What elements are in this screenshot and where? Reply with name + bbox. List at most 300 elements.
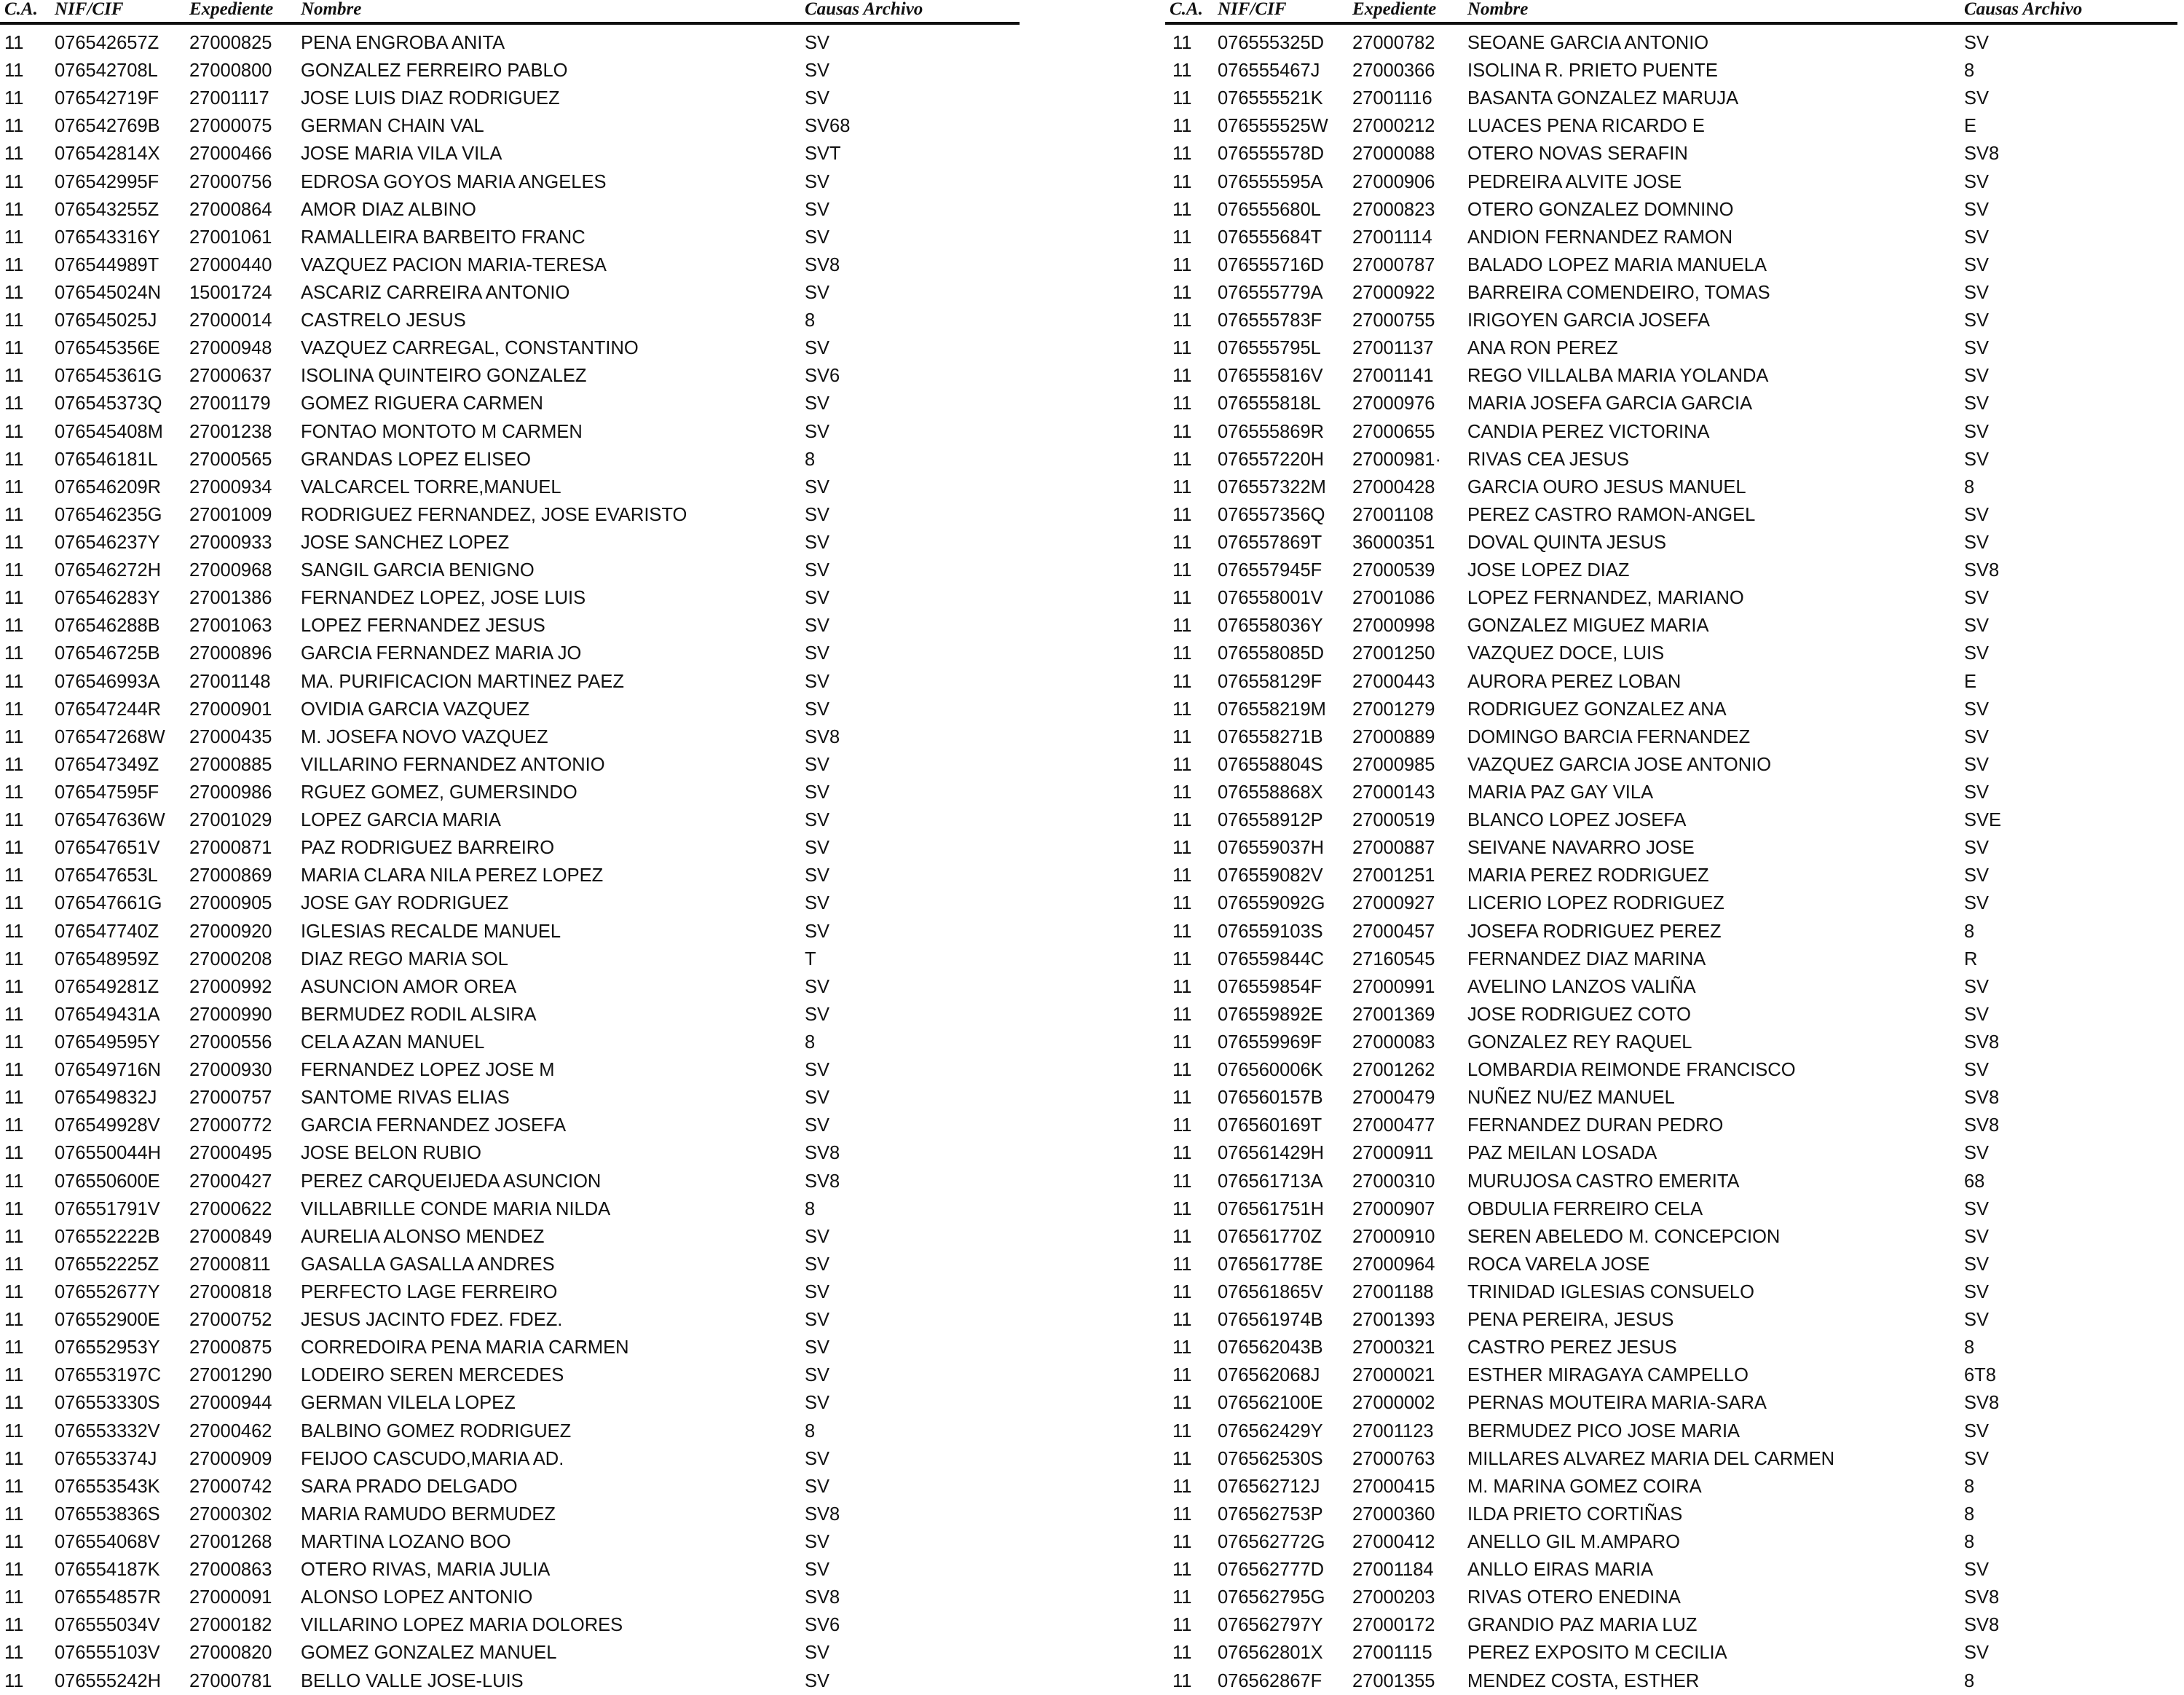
expediente-cell: 27000933 [189,532,272,554]
expediente-cell: 27000889 [1352,726,1435,747]
nif-cell: 076562100E [1218,1393,1323,1414]
causas-cell: SV8 [805,1587,840,1608]
table-row [1165,1112,2177,1139]
nombre-cell: CORREDOIRA PENA MARIA CARMEN [301,1337,629,1358]
nif-cell: 076562795G [1218,1587,1325,1608]
nombre-cell: ANLLO EIRAS MARIA [1467,1560,1654,1581]
nombre-cell: GERMAN CHAIN VAL [301,116,484,137]
nombre-cell: BALBINO GOMEZ RODRIGUEZ [301,1420,572,1442]
ca-cell: 11 [1172,338,1192,359]
header-nombre: Nombre [301,0,805,23]
causas-cell: SV [805,1226,830,1247]
table-row [0,307,1020,334]
causas-cell: SV [805,643,830,664]
nombre-cell: VAZQUEZ GARCIA JOSE ANTONIO [1467,754,1772,775]
causas-cell: SV [1964,1310,1990,1331]
expediente-cell: 27000203 [1352,1587,1435,1608]
ca-cell: 11 [1172,560,1192,581]
table-row [0,668,1020,696]
nif-cell: 076554068V [55,1531,160,1552]
table-row [1165,1556,2177,1584]
expediente-cell: 27000091 [189,1587,272,1608]
ca-cell: 11 [4,227,24,248]
table-row [0,1667,1020,1694]
ca-cell: 11 [4,116,24,137]
ca-cell: 11 [1172,504,1192,525]
causas-cell: SV8 [1964,1088,2000,1109]
table-row [1165,1501,2177,1528]
table-row [0,1334,1020,1361]
causas-cell: SV [805,865,830,886]
ca-cell: 11 [4,754,24,775]
ca-cell: 11 [4,1337,24,1358]
causas-cell: SV8 [1964,560,2000,581]
nif-cell: 076552225Z [55,1254,159,1275]
causas-cell: SV8 [805,1503,840,1525]
table-row [1165,390,2177,417]
ca-cell: 11 [4,1310,24,1331]
nombre-cell: JOSE BELON RUBIO [301,1143,481,1164]
causas-cell: SV [1964,421,1990,442]
expediente-cell: 27000849 [189,1226,272,1247]
table-row [1165,1445,2177,1473]
ca-cell: 11 [1172,116,1192,137]
header-row [0,0,1020,23]
nombre-cell: SEOANE GARCIA ANTONIO [1467,33,1709,54]
nif-cell: 076547595F [55,782,159,803]
causas-cell: SV [1964,838,1990,859]
ca-cell: 11 [4,283,24,304]
causas-cell: E [1964,116,1977,137]
causas-cell: SV [805,88,830,109]
causas-cell: SV [805,1643,830,1664]
nif-cell: 076549431A [55,1004,160,1025]
expediente-cell: 27000143 [1352,782,1435,803]
causas-cell: SV [805,33,830,54]
nif-cell: 076558085D [1218,643,1325,664]
table-row [0,806,1020,834]
expediente-cell: 27000428 [1352,476,1435,498]
expediente-cell: 27000934 [189,476,272,498]
expediente-cell: 27001141 [1352,366,1434,387]
ca-cell: 11 [1172,782,1192,803]
table-row [0,918,1020,945]
header-expediente: Expediente [1352,0,1467,23]
ca-cell: 11 [1172,310,1192,331]
expediente-cell: 27000539 [1352,560,1435,581]
table-row [1165,612,2177,640]
ca-cell: 11 [4,1615,24,1636]
table-row [1165,889,2177,917]
expediente-cell: 27001262 [1352,1060,1435,1081]
nif-cell: 076561429H [1218,1143,1325,1164]
nombre-cell: OBDULIA FERREIRO CELA [1467,1198,1703,1219]
expediente-cell: 27000907 [1352,1198,1435,1219]
expediente-cell: 27000871 [189,838,272,859]
expediente-cell: 27000360 [1352,1503,1435,1525]
ca-cell: 11 [4,643,24,664]
nif-cell: 076555103V [55,1643,160,1664]
expediente-cell: 27000869 [189,865,272,886]
nombre-cell: JOSE LOPEZ DIAZ [1467,560,1630,581]
causas-cell: SV [1964,893,1990,914]
causas-cell: SV [1964,588,1990,609]
expediente-cell: 27001061 [189,227,272,248]
causas-cell: SV [1964,366,1990,387]
nombre-cell: NUÑEZ NU/EZ MANUEL [1467,1088,1675,1109]
nif-cell: 076546725B [55,643,160,664]
nif-cell: 076561770Z [1218,1226,1322,1247]
nif-cell: 076555595A [1218,171,1323,192]
causas-cell: SV [805,893,830,914]
header-causas: Causas Archivo [1964,0,2177,23]
nombre-cell: TRINIDAD IGLESIAS CONSUELO [1467,1281,1754,1302]
nif-cell: 076545408M [55,421,163,442]
ca-cell: 11 [4,1448,24,1469]
causas-cell: SV [1964,1643,1990,1664]
nombre-cell: JOSEFA RODRIGUEZ PEREZ [1467,921,1722,942]
nombre-cell: JOSE MARIA VILA VILA [301,143,502,165]
nombre-cell: BLANCO LOPEZ JOSEFA [1467,810,1687,831]
header-nif: NIF/CIF [1218,0,1352,23]
table-row [1165,668,2177,696]
ca-cell: 11 [4,60,24,82]
nombre-cell: PEDREIRA ALVITE JOSE [1467,171,1682,192]
table-row [0,696,1020,723]
causas-cell: SV [805,1254,830,1275]
expediente-cell: 27000477 [1352,1115,1435,1136]
expediente-cell: 27001029 [189,810,272,831]
nif-cell: 076562753P [1218,1503,1323,1525]
header-causas: Causas Archivo [805,0,1020,23]
ca-cell: 11 [4,1254,24,1275]
causas-cell: SV8 [805,254,840,275]
nombre-cell: RGUEZ GOMEZ, GUMERSINDO [301,782,577,803]
nif-cell: 076559092G [1218,893,1325,914]
nombre-cell: REGO VILLALBA MARIA YOLANDA [1467,366,1769,387]
ca-cell: 11 [4,504,24,525]
ca-cell: 11 [1172,449,1192,470]
nombre-cell: LOMBARDIA REIMONDE FRANCISCO [1467,1060,1796,1081]
causas-cell: SV [1964,976,1990,997]
nombre-cell: GASALLA GASALLA ANDRES [301,1254,555,1275]
table-row [1165,862,2177,889]
ca-cell: 11 [4,1060,24,1081]
nombre-cell: BERMUDEZ PICO JOSE MARIA [1467,1420,1741,1442]
nombre-cell: PAZ RODRIGUEZ BARREIRO [301,838,555,859]
table-row [1165,1306,2177,1334]
expediente-cell: 27000772 [189,1115,272,1136]
nombre-cell: FERNANDEZ DURAN PEDRO [1467,1115,1724,1136]
expediente-cell: 27000910 [1352,1226,1435,1247]
causas-cell: SV68 [805,116,851,137]
ca-cell: 11 [4,1031,24,1053]
table-row [0,1139,1020,1167]
causas-cell: SV [805,1115,830,1136]
causas-cell: SV [805,1448,830,1469]
table-row [1165,1001,2177,1029]
ca-cell: 11 [1172,921,1192,942]
nombre-cell: MILLARES ALVAREZ MARIA DEL CARMEN [1467,1448,1834,1469]
ca-cell: 11 [1172,671,1192,692]
expediente-cell: 27000756 [189,171,272,192]
nombre-cell: MENDEZ COSTA, ESTHER [1467,1670,1700,1691]
expediente-cell: 27000462 [189,1420,272,1442]
nombre-cell: LOPEZ GARCIA MARIA [301,810,501,831]
ca-cell: 11 [1172,699,1192,720]
table-row [0,501,1020,529]
nombre-cell: BELLO VALLE JOSE-LUIS [301,1670,524,1691]
expediente-cell: 27000321 [1352,1337,1435,1358]
expediente-cell: 27001009 [189,504,272,525]
table-row [0,1167,1020,1195]
causas-cell: SV [1964,310,1990,331]
table-row [0,446,1020,473]
causas-cell: SV [1964,199,1990,220]
nombre-cell: BERMUDEZ RODIL ALSIRA [301,1004,537,1025]
table-row [1165,918,2177,945]
ca-cell: 11 [4,366,24,387]
table-row [0,1389,1020,1417]
nif-cell: 076561974B [1218,1310,1323,1331]
expediente-cell: 27000964 [1352,1254,1435,1275]
ca-cell: 11 [1172,865,1192,886]
table-row [0,973,1020,1001]
expediente-cell: 27001268 [189,1531,272,1552]
ca-cell: 11 [1172,283,1192,304]
nif-cell: 076544989T [55,254,159,275]
nif-cell: 076546283Y [55,588,160,609]
causas-cell: SV [805,1560,830,1581]
expediente-cell: 27000820 [189,1643,272,1664]
nombre-cell: ESTHER MIRAGAYA CAMPELLO [1467,1365,1749,1386]
causas-cell: SV8 [805,1143,840,1164]
causas-cell: SV [805,1393,830,1414]
nombre-cell: OTERO GONZALEZ DOMNINO [1467,199,1734,220]
causas-cell: SV [805,782,830,803]
expediente-cell: 27000944 [189,1393,272,1414]
expediente-cell: 27001123 [1352,1420,1434,1442]
nombre-cell: SARA PRADO DELGADO [301,1476,518,1497]
causas-cell: SV [805,283,830,304]
table-row [0,723,1020,751]
nif-cell: 076555242H [55,1670,162,1691]
table-row [0,612,1020,640]
nif-cell: 076557220H [1218,449,1325,470]
nombre-cell: OTERO NOVAS SERAFIN [1467,143,1688,165]
nombre-cell: VAZQUEZ CARREGAL, CONSTANTINO [301,338,639,359]
nif-cell: 076555716D [1218,254,1325,275]
expediente-cell: 27000752 [189,1310,272,1331]
ca-cell: 11 [1172,1337,1192,1358]
nombre-cell: SANGIL GARCIA BENIGNO [301,560,535,581]
table-row [1165,1417,2177,1444]
ca-cell: 11 [4,810,24,831]
ca-cell: 11 [4,254,24,275]
expediente-cell: 27000172 [1352,1615,1435,1636]
ca-cell: 11 [4,1643,24,1664]
nombre-cell: ISOLINA QUINTEIRO GONZALEZ [301,366,587,387]
expediente-cell: 27000887 [1352,838,1435,859]
nombre-cell: RAMALLEIRA BARBEITO FRANC [301,227,586,248]
causas-cell: SV [1964,782,1990,803]
table-row [1165,806,2177,834]
nif-cell: 076555795L [1218,338,1321,359]
nif-cell: 076562867F [1218,1670,1322,1691]
nombre-cell: LUACES PENA RICARDO E [1467,116,1705,137]
causas-cell: 8 [1964,1476,1975,1497]
causas-cell: 8 [805,1198,816,1219]
expediente-cell: 27000909 [189,1448,272,1469]
expediente-cell: 27000075 [189,116,272,137]
table-row [1165,307,2177,334]
nif-cell: 076552900E [55,1310,160,1331]
table-row [0,1417,1020,1444]
expediente-cell: 27000083 [1352,1031,1435,1053]
expediente-cell: 27001063 [189,616,272,637]
causas-cell: 8 [1964,476,1975,498]
table-row [0,584,1020,612]
expediente-cell: 27001184 [1352,1560,1434,1581]
expediente-cell: 27000443 [1352,671,1435,692]
nif-cell: 076559969F [1218,1031,1322,1053]
expediente-cell: 27000565 [189,449,272,470]
table-row [1165,251,2177,279]
ca-cell: 11 [4,1365,24,1386]
causas-cell: SVE [1964,810,2002,831]
nif-cell: 076545373Q [55,393,162,414]
expediente-cell: 27000864 [189,199,272,220]
causas-cell: SV8 [1964,1115,2000,1136]
causas-cell: 8 [805,1420,816,1442]
nombre-cell: ILDA PRIETO CORTIÑAS [1467,1503,1683,1525]
table-row [0,1445,1020,1473]
expediente-cell: 27000415 [1352,1476,1435,1497]
nombre-cell: ASCARIZ CARREIRA ANTONIO [301,283,570,304]
causas-cell: SV [805,699,830,720]
causas-cell: SV8 [805,726,840,747]
expediente-cell: 27000014 [189,310,272,331]
causas-cell: 8 [1964,1531,1975,1552]
nombre-cell: GERMAN VILELA LOPEZ [301,1393,516,1414]
expediente-cell: 27000985 [1352,754,1435,775]
nif-cell: 076548959Z [55,948,159,970]
nif-cell: 076555467J [1218,60,1320,82]
expediente-cell: 27000212 [1352,116,1435,137]
expediente-cell: 27000208 [189,948,272,970]
nif-cell: 076542814X [55,143,160,165]
table-row [1165,1084,2177,1112]
expediente-cell: 27000885 [189,754,272,775]
causas-cell: SV [1964,532,1990,554]
nombre-cell: LODEIRO SEREN MERCEDES [301,1365,564,1386]
expediente-cell: 27000519 [1352,810,1435,831]
causas-cell: SV [1964,1448,1990,1469]
causas-cell: SV [805,671,830,692]
ca-cell: 11 [4,1171,24,1192]
causas-cell: SV [805,171,830,192]
expediente-cell: 27000930 [189,1060,272,1081]
nombre-cell: ASUNCION AMOR OREA [301,976,517,997]
expediente-cell: 27000622 [189,1198,272,1219]
expediente-cell: 27000981· [1352,449,1441,470]
table-row [1165,1584,2177,1611]
table-row [1165,1361,2177,1389]
expediente-cell: 27001114 [1352,227,1432,248]
table-row [0,1584,1020,1611]
nombre-cell: GARCIA FERNANDEZ MARIA JO [301,643,582,664]
ca-cell: 11 [1172,532,1192,554]
nif-cell: 076547349Z [55,754,159,775]
table-row [0,557,1020,584]
nif-cell: 076555325D [1218,33,1325,54]
expediente-cell: 27000755 [1352,310,1435,331]
table-row [0,945,1020,973]
table-row [1165,1389,2177,1417]
table-row [1165,1056,2177,1084]
nif-cell: 076558001V [1218,588,1323,609]
nif-cell: 076542657Z [55,33,159,54]
expediente-cell: 27000998 [1352,616,1435,637]
table-row [0,834,1020,862]
nif-cell: 076555783F [1218,310,1322,331]
ca-cell: 11 [4,726,24,747]
ca-cell: 11 [4,1198,24,1219]
nif-cell: 076545025J [55,310,157,331]
nif-cell: 076558036Y [1218,616,1323,637]
ca-cell: 11 [4,699,24,720]
nombre-cell: JESUS JACINTO FDEZ. FDEZ. [301,1310,563,1331]
ca-cell: 11 [4,476,24,498]
table-row [1165,1029,2177,1056]
causas-cell: SV [1964,33,1990,54]
expediente-cell: 27001148 [189,671,271,692]
table-row [1165,1528,2177,1556]
causas-cell: 8 [1964,1503,1975,1525]
causas-cell: SV [805,616,830,637]
causas-cell: SV [1964,1420,1990,1442]
causas-cell: E [1964,671,1977,692]
ca-cell: 11 [4,782,24,803]
nombre-cell: GRANDAS LOPEZ ELISEO [301,449,532,470]
nif-cell: 076561778E [1218,1254,1323,1275]
ca-cell: 11 [4,671,24,692]
ca-cell: 11 [1172,1226,1192,1247]
nombre-cell: GONZALEZ REY RAQUEL [1467,1031,1692,1053]
nif-cell: 076562068J [1218,1365,1320,1386]
table-row [1165,501,2177,529]
table-row [1165,973,2177,1001]
causas-cell: SV [805,421,830,442]
expediente-cell: 27000435 [189,726,272,747]
causas-cell: T [805,948,816,970]
left-register-table [0,0,1020,1695]
table-row [0,1251,1020,1278]
causas-cell: SV [805,1476,830,1497]
ca-cell: 11 [1172,810,1192,831]
ca-cell: 11 [4,33,24,54]
nif-cell: 076543255Z [55,199,159,220]
table-row [1165,224,2177,251]
nif-cell: 076559103S [1218,921,1323,942]
nombre-cell: PENA ENGROBA ANITA [301,33,505,54]
nombre-cell: OVIDIA GARCIA VAZQUEZ [301,699,530,720]
ca-cell: 11 [4,393,24,414]
nif-cell: 076555818L [1218,393,1321,414]
nif-cell: 076558868X [1218,782,1323,803]
nombre-cell: M. JOSEFA NOVO VAZQUEZ [301,726,548,747]
expediente-cell: 27000757 [189,1088,272,1109]
